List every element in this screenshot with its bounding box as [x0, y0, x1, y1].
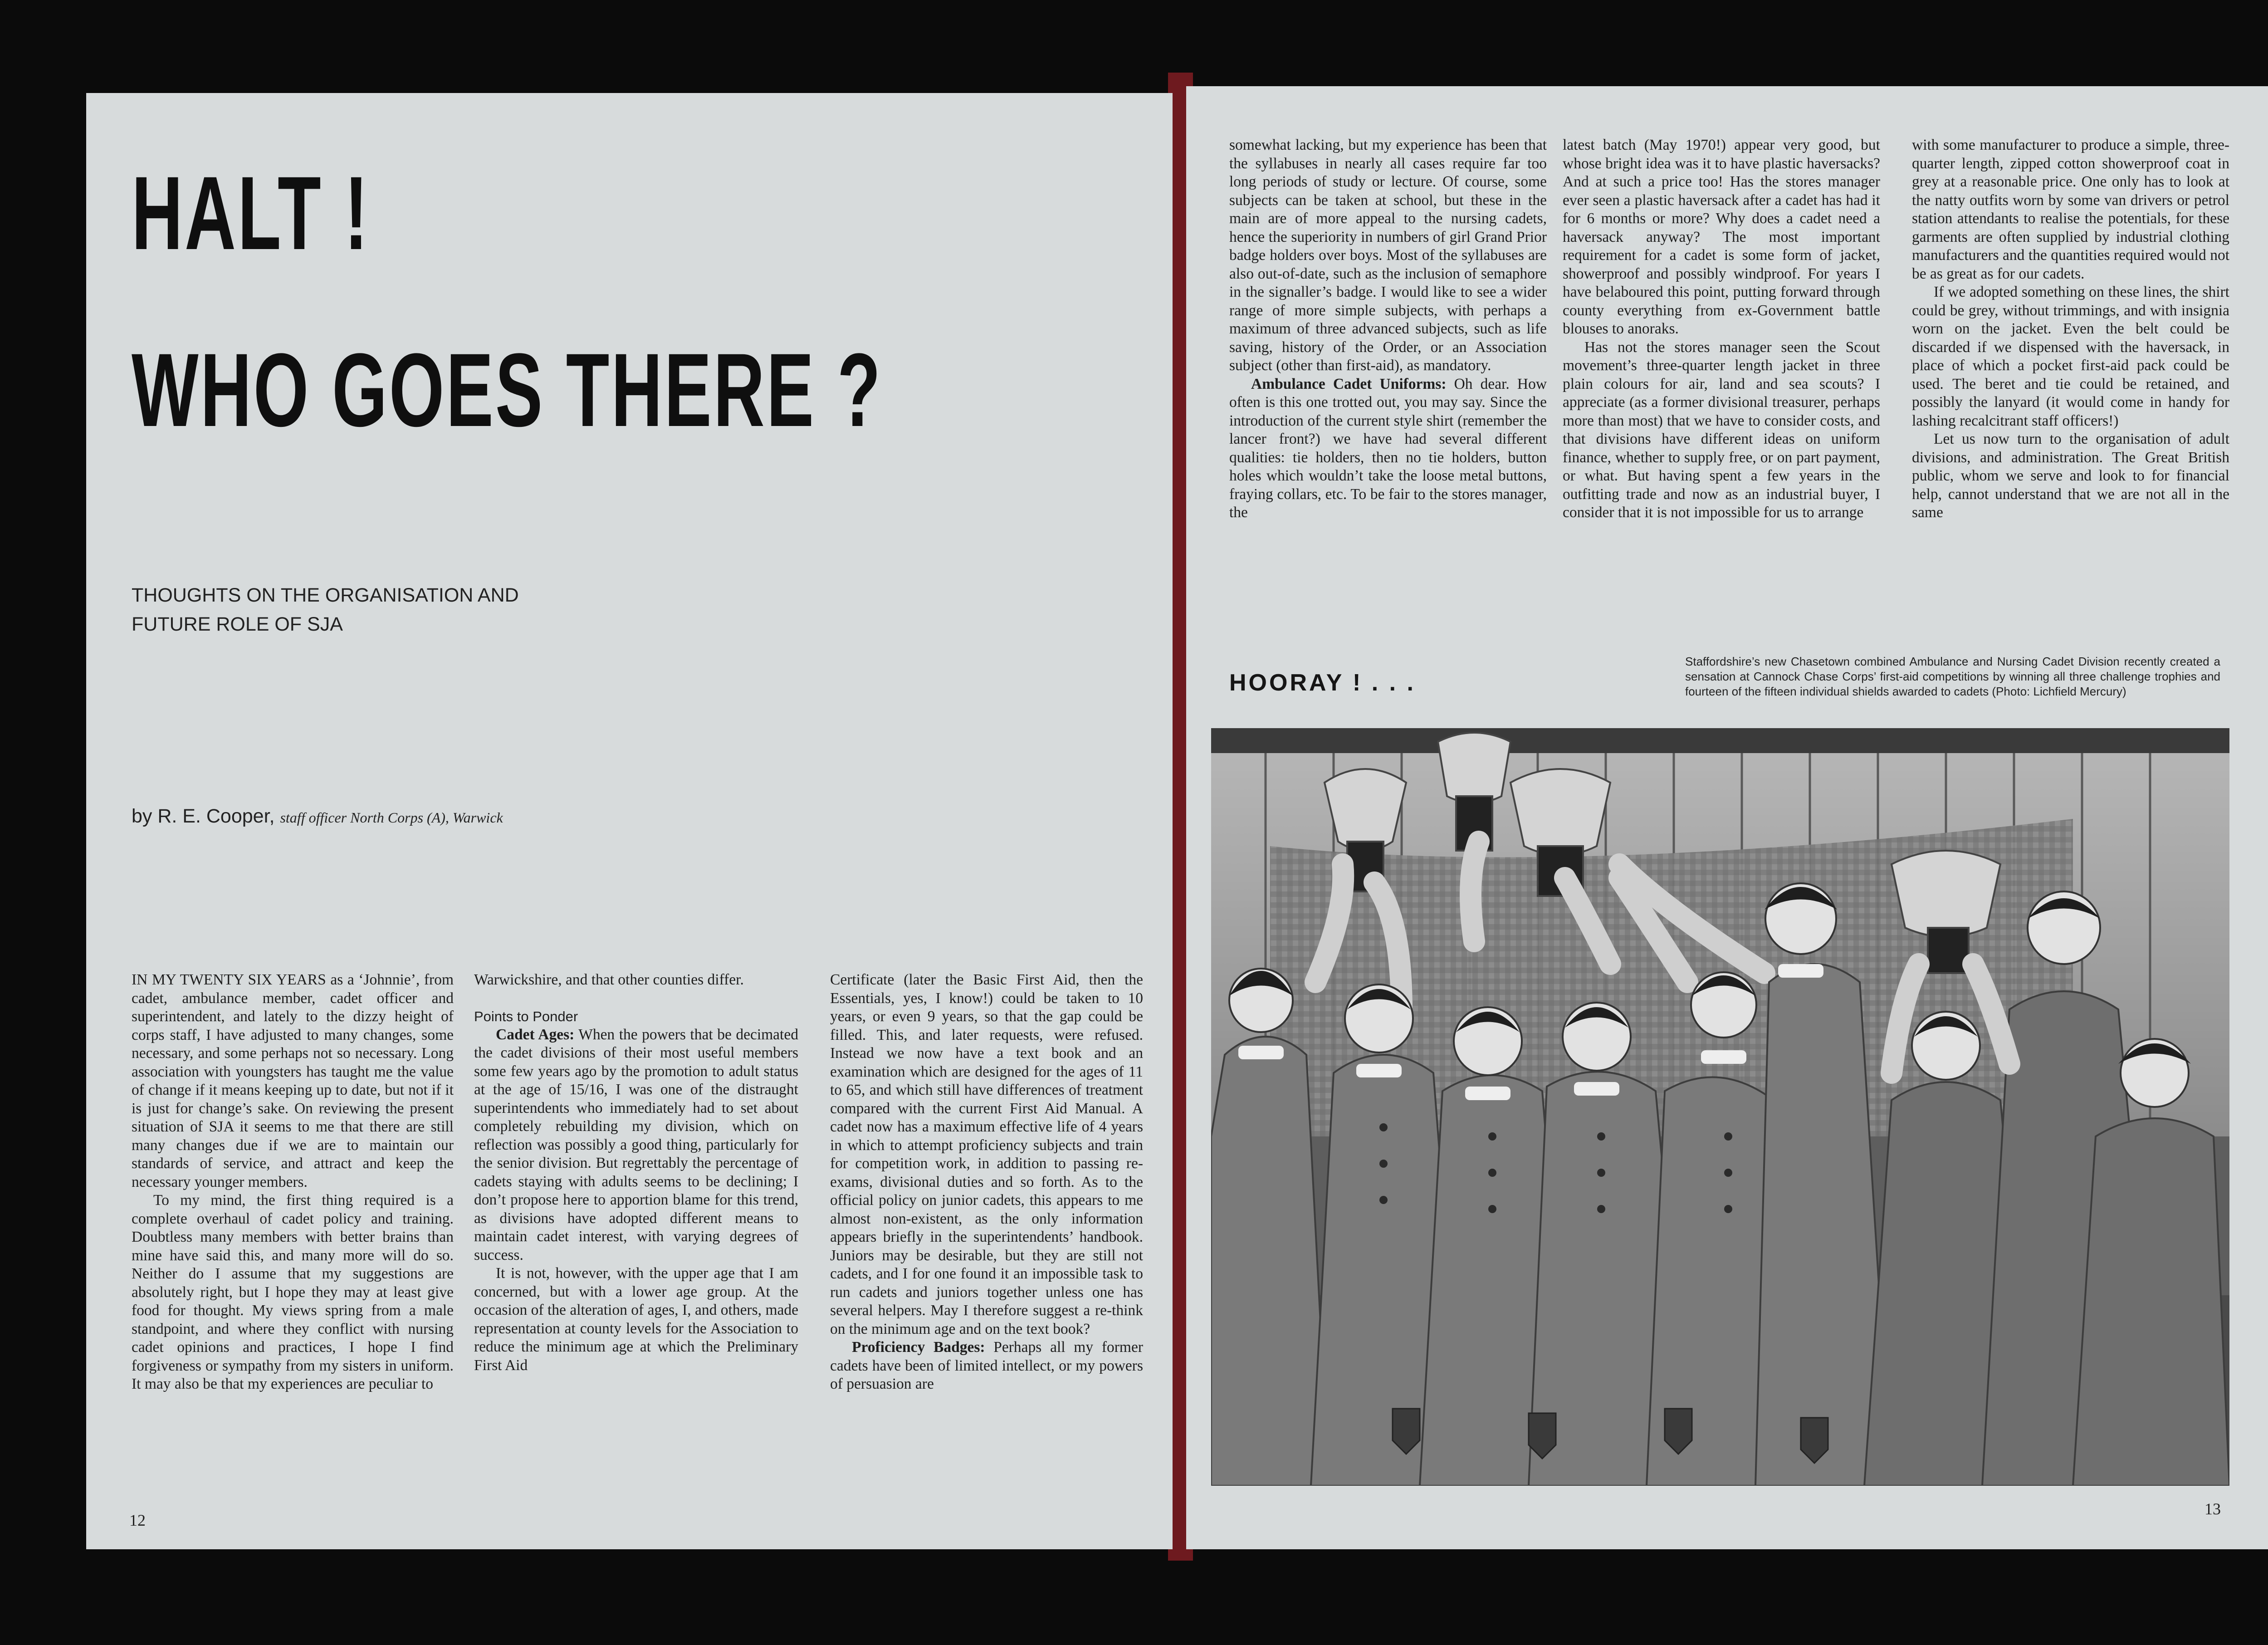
cadets-trophy-photo: [1211, 728, 2229, 1486]
left-column-2: [474, 971, 798, 1488]
paragraph: When the powers that be decimated the cadet divisions of their most useful members some few years ago by the promotion to adult status at the age of 15/16, I was one of the distraught superintendents who immediately had to set about completely rebuilding my division, which on reflection was possibly a good thing, particularly for the senior division. But regrettably the percentage of cadets staying with adults seems to be declining; I don’t propose here to apportion blame for this trend, as divisions have adopted different means to maintain cadet interest, with varying degrees of success.: [474, 1026, 798, 1263]
photo-illustration: [1211, 728, 2229, 1486]
byline: [132, 805, 503, 827]
paragraph: Let us now turn to the organisation of adult divisions, and administration. The Great British public, whom we serve and look to for financial help, cannot understand that we are not all in the same: [1912, 431, 2229, 521]
paragraph: It is not, however, with the upper age that I am concerned, but with a lower age group. At the occasion of the alteration of ages, I, and others, made representation at county levels for the Association to reduce the minimum age at which the Preliminary First Aid: [474, 1265, 798, 1374]
paragraph: latest batch (May 1970!) appear very good, but whose bright idea was it to have plastic haversacks? And at such a price too! Has the stores manager ever seen a plastic haversack after a cadet has had it for 6 months or more? Why does a cadet need a haversack anyway? The most important requirement for a cadet is some form of jacket, showerproof and possibly windproof. For years I have belaboured this point, putting forward through county everything from ex-Government battle blouses to anoraks.: [1563, 137, 1880, 337]
photo-caption: Staffordshire’s new Chasetown combined Ambulance and Nursing Cadet Division recently created a sensation at Cannock Chase Corps’ first-aid competitions by winning all three challenge trophies and fourteen of the fifteen individual shields awarded to cadets (Photo: Lichfield Mercury): [1685, 655, 2220, 698]
page-number-right: 13: [2204, 1500, 2221, 1518]
right-column-2: [1563, 136, 1880, 612]
paragraph: IN MY TWENTY SIX YEARS as a ‘Johnnie’, from cadet, ambulance member, cadet officer and superintendent, and lately to the dizzy height of corps staff, I have adjusted to many changes, some necessary, and some perhaps not so necessary. Long association with youngsters has taught me the value of change if it means keeping up to date, but not if it is just for change’s sake. On reviewing the present situation of SJA it seems to me that there are still many changes due if we are to maintain our standards of service, and attract and keep the necessary younger members.: [132, 971, 454, 1190]
subtitle-line-2: FUTURE ROLE OF SJA: [132, 613, 343, 635]
right-page: [1186, 86, 2268, 1549]
byline-author: by R. E. Cooper,: [132, 805, 275, 827]
left-page: [86, 93, 1173, 1549]
headline-halt: HALT !: [132, 155, 370, 271]
photo-caption-title: HOORAY ! . . .: [1229, 670, 1416, 696]
paragraph: with some manufacturer to produce a simple, three-quarter length, zipped cotton showerproof coat in grey at a reasonable price. One only has to look at the natty outfits worn by some van drivers or petrol station attendants to realise the potentials, for these garments are often supplied by industrial clothing manufacturers and the quantities required would not be as great as for our cadets.: [1912, 137, 2229, 282]
paragraph: Perhaps all my former cadets have been of limited intellect, or my powers of persuasion are: [830, 1339, 1143, 1392]
section-heading: Points to Ponder: [474, 1008, 578, 1024]
paragraph: somewhat lacking, but my experience has been that the syllabuses in nearly all cases require far too long periods of study or lecture. Of course, some subjects can be taken at school, but these in the main are of more appeal to the nursing cadets, hence the superiority in numbers of girl Grand Prior badge holders over boys. Most of the syllabuses are also out-of-date, such as the inclusion of semaphore in the signaller’s badge. I would like to see a wider range of more simple subjects, with perhaps a maximum of three advanced subjects, such as life saving, history of the Order, or an Association subject (other than first-aid), as mandatory.: [1229, 137, 1547, 374]
paragraph: If we adopted something on these lines, the shirt could be grey, without trimmings, and with insignia worn on the jacket. Even the belt could be discarded if we dispensed with the haversack, in place of which a pocket first-aid pack could be used. The beret and tie could be retained, and possibly the lanyard (it would come in handy for lashing recalcitrant staff officers!): [1912, 284, 2229, 429]
paragraph: Oh dear. How often is this one trotted out, you may say. Since the introduction of the current style shirt (remember the lancer front?) we have had several different qualities: tie holders, then no tie holders, button holes which wouldn’t take the loose metal buttons, fraying collars, etc. To be fair to the stores manager, the: [1229, 375, 1547, 521]
right-column-1: [1229, 136, 1547, 612]
byline-role: staff officer North Corps (A), Warwick: [280, 809, 503, 826]
paragraph: Certificate (later the Basic First Aid, then the Essentials, yes, I know!) could be taken to 10 years, or even 9 years, so that the gap could be filled. This, and later requests, were refused. Instead we now have a text book and an examination which are designed for the ages of 11 to 65, and which still have differences of treatment compared with the current First Aid Manual. A cadet now has a maximum effective life of 4 years in which to attempt proficiency subjects and train for competition work, in addition to passing re-exams, divisional duties and so forth. As to the official policy on junior cadets, this appears to me almost non-existent, as the only information appears briefly in the superintendents’ handbook. Juniors may be desirable, but they are still not cadets, and I for one found it an impossible task to run cadets and juniors together unless one has several helpers. May I therefore suggest a re-think on the minimum age and on the text book?: [830, 971, 1143, 1337]
paragraph: To my mind, the first thing required is a complete overhaul of cadet policy and training. Doubtless many members with better brains than mine have said this, and many more will do so. Neither do I assume that my suggestions are absolutely right, but I hope they may at least give food for thought. My views spring from a male standpoint, and where they conflict with nursing cadet opinions and practices, I hope I find forgiveness or sympathy from my sisters in uniform. It may also be that my experiences are peculiar to: [132, 1192, 454, 1392]
paragraph: Warwickshire, and that other counties differ.: [474, 971, 744, 988]
right-column-3: [1912, 136, 2229, 612]
paragraph-lead: Proficiency Badges:: [852, 1339, 985, 1356]
headline-who-goes-there: WHO GOES THERE ?: [132, 332, 883, 448]
page-number-left: 12: [129, 1511, 146, 1529]
subtitle-line-1: THOUGHTS ON THE ORGANISATION AND: [132, 584, 519, 606]
left-column-3: [830, 971, 1143, 1488]
paragraph-lead: Ambulance Cadet Uniforms:: [1251, 375, 1447, 392]
article-subtitle: [132, 581, 676, 639]
left-column-1: [132, 971, 454, 1488]
paragraph: Has not the stores manager seen the Scout movement’s three-quarter length jacket in three plain colours for air, land and sea scouts? I appreciate (as a former divisional treasurer, perhaps more than most) that we have to consider costs, and that divisions have different ideas on uniform finance, whether to supply free, or on part payment, or what. But having spent a few years in the outfitting trade and now as an industrial buyer, I consider that it is not impossible for us to arrange: [1563, 338, 1880, 521]
paragraph-lead: Cadet Ages:: [496, 1026, 575, 1043]
